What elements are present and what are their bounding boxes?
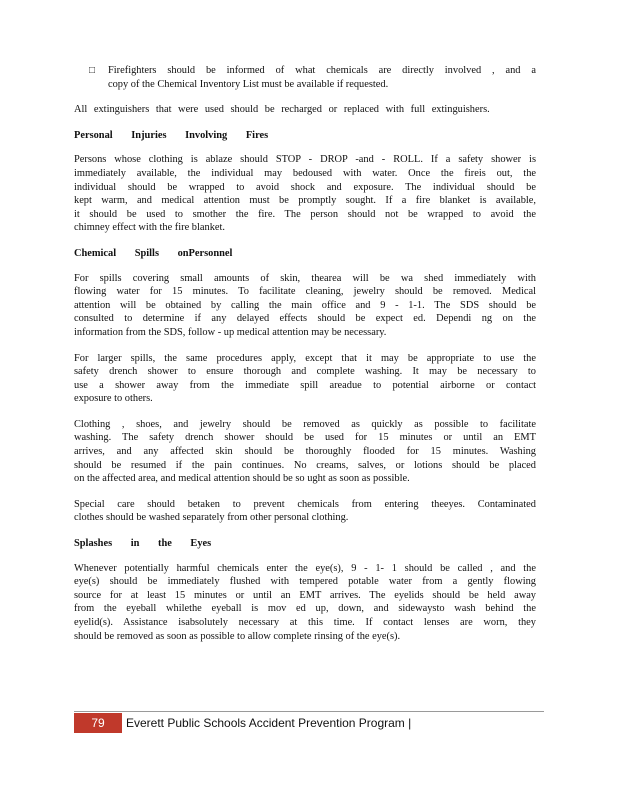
page-content — [74, 64, 536, 643]
text-line: Persons whose clothing is ablaze should STOP - DROP -and - ROLL. If a safety shower is — [74, 154, 536, 166]
bullet-item-firefighters — [89, 64, 536, 91]
text-line: use a shower away from the immediate spill areadue to potential airborne or contact — [74, 379, 536, 391]
text-line: on the affected area, and medical attention should be so ught as soon as possible. — [74, 473, 410, 485]
text-line: consulted to determine if any delayed effects should be expect ed. Dependi ng on the — [74, 313, 536, 325]
text-line: should be removed as soon as possible to allow complete rinsing of the eye(s). — [74, 630, 401, 642]
page-number-badge: 79 — [74, 713, 122, 733]
text-line: clothes should be washed separately from other personal clothing. — [74, 512, 349, 524]
text-line: For spills covering small amounts of skin, thearea will be wa shed immediately with — [74, 272, 536, 284]
text-line: kept warm, and medical attention must be promptly sought. If a fire blanket is available, — [74, 195, 536, 207]
text-line: should be resumed if the pain continues. No creams, salves, or lotions should be placed — [74, 459, 536, 471]
bullet-text — [108, 64, 536, 91]
text-line: For larger spills, the same procedures apply, except that it may be appropriate to use the — [74, 352, 536, 364]
paragraph — [74, 498, 536, 525]
text-line: washing. The safety drench shower should be used for 15 minutes or until an EMT — [74, 432, 536, 444]
paragraph — [74, 352, 536, 406]
section-heading-chemical-spills: Chemical Spills onPersonnel — [74, 247, 233, 259]
text-line: Special care should betaken to prevent chemicals from entering theeyes. Contaminated — [74, 498, 536, 510]
text-line: eye(s) should be immediately flushed with tempered potable water from a gently flowing — [74, 576, 536, 588]
text-line: source for at least 15 minutes or until an EMT arrives. The eyelids should be held away — [74, 589, 536, 601]
text-line: copy of the Chemical Inventory List must be available if requested. — [108, 78, 389, 90]
extinguisher-note: All extinguishers that were used should be recharged or replaced with full extinguishers. — [74, 104, 490, 116]
text-line: arrives, and any affected skin should be thoroughly flooded for 15 minutes. Washing — [74, 446, 536, 458]
footer-title: Everett Public Schools Accident Prevention Program | — [126, 716, 412, 730]
text-line: Whenever potentially harmful chemicals enter the eye(s), 9 - 1- 1 should be called , and the — [74, 562, 536, 574]
text-line: from the eyeball whilethe eyeball is mov ed up, down, and sidewaysto wash behind the — [74, 603, 536, 615]
text-line: exposure to others. — [74, 393, 153, 405]
text-line: flowing water for 15 minutes. To facilitate cleaning, jewelry should be removed. Medical — [74, 286, 536, 298]
text-line: Clothing , shoes, and jewelry should be removed as quickly as possible to facilitate — [74, 418, 536, 430]
section-heading-splashes-eyes: Splashes in the Eyes — [74, 538, 212, 550]
text-line: attention will be obtained by calling the main office and 9 - 1-1. The SDS should be — [74, 299, 536, 311]
text-line: Firefighters should be informed of what chemicals are directly involved , and a — [108, 65, 536, 76]
text-line: information from the SDS, follow - up medical attention may be necessary. — [74, 326, 387, 338]
text-line: it should be used to smother the fire. The person should not be wrapped to avoid the — [74, 208, 536, 220]
text-line: safety drench shower to ensure thorough and complete washing. It may be necessary to — [74, 366, 536, 378]
paragraph — [74, 562, 536, 644]
text-line: individual should be wrapped to avoid shock and exposure. The individual should be — [74, 181, 536, 193]
checkbox-bullet-icon: □ — [89, 65, 96, 76]
paragraph — [74, 153, 536, 235]
section-heading-personal-injuries: Personal Injuries Involving Fires — [74, 129, 269, 141]
text-line: eyelid(s). Assistance isabsolutely necessary at this time. If contact lenses are worn, they — [74, 617, 536, 628]
paragraph — [74, 272, 536, 340]
text-line: chimney effect with the fire blanket. — [74, 222, 225, 234]
footer-divider — [74, 711, 544, 712]
paragraph — [74, 418, 536, 486]
text-line: immediately available, the individual may bedoused with water. Once the fireis out, the — [74, 167, 536, 179]
